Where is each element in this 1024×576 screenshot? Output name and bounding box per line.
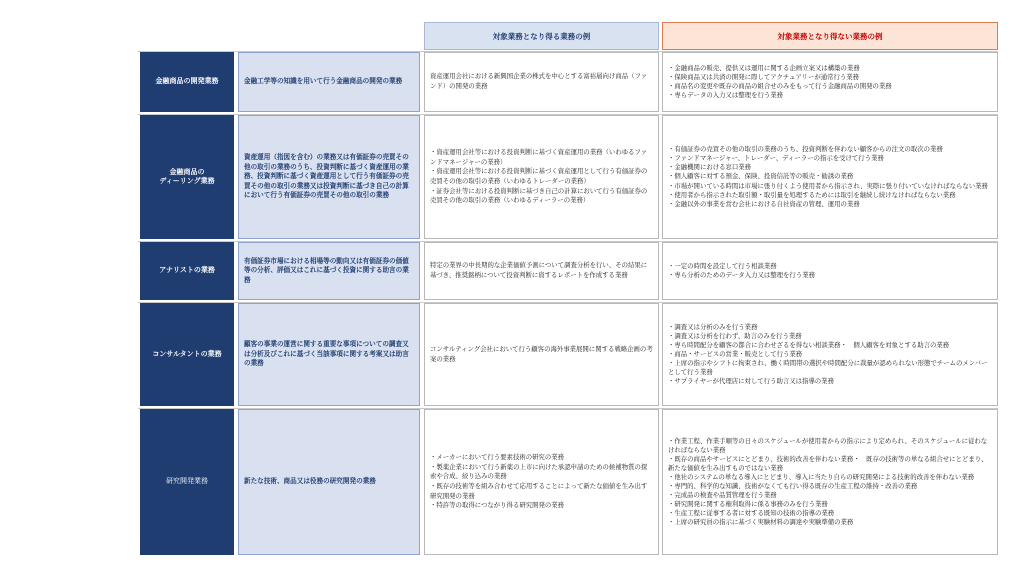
table-row (138, 51, 998, 112)
list-item: ・既存の技術等を組み合わせて応用することによって新たな価値を生み出す研究開発の業務 (430, 482, 648, 500)
list-item: ・商品・サービスの営業・販売として行う業務 (668, 349, 803, 358)
list-item: ・有価証券の売買その他の取引の業務のうち、投資判断を伴わない顧客からの注文の取次の業務 (668, 145, 943, 154)
list-item: ・上席の研究員の指示に基づく実験材料の調達や実験準備の業務 (668, 518, 854, 527)
list-item: ・完成品の検査や品質管理を行う業務 (668, 491, 777, 500)
category-definition: 顧客の事業の運営に関する重要な事項についての調査又は分析及びこれに基づく当該事項に関する考案又は助言の業務 (238, 303, 420, 406)
list-item: ・メーカーにおいて行う要素技術の研究の業務 (430, 453, 565, 462)
table-row (138, 408, 998, 555)
list-item: ・金融商品の販売、提供又は運用に関する企画立案又は構築の業務 (668, 63, 860, 72)
list-item: ・調査又は分析のみを行う業務 (668, 322, 758, 331)
target-examples-cell (424, 52, 659, 112)
list-item: コンサルティング会社において行う顧客の海外事業展開に関する戦略企画の考案の業務 (430, 344, 653, 363)
table-row (138, 302, 998, 406)
list-item: ・一定の時間を設定して行う相談業務 (668, 261, 777, 270)
list-item: ・生産工程に従事する者に対する既知の技術の指導の業務 (668, 509, 835, 518)
list-item: ・専ら分析のためのデータ入力又は整理を行う業務 (668, 271, 815, 279)
list-item: ・他社のシステムの単なる導入にとどまり、導入に当たり自らの研究開発による技術的改善を伴わない業務 (668, 472, 975, 481)
list-item: ・調査又は分析を行わず、助言のみを行う業務 (668, 331, 802, 340)
non-target-examples-cell (662, 303, 998, 406)
category-definition: 金融工学等の知識を用いて行う金融商品の開発の業務 (238, 52, 420, 112)
category-definition: 資産運用（指図を含む）の業務又は有価証券の売買その他の取引の業務のうち、投資判断に基づく資産運用の業務、投資判断に基づく資産運用として行う有価証券の売買その他の取引の業務又は投資判断に基づき自己の計算において行う有価証券の売買その他の取引の業務 (238, 115, 420, 239)
category-name: アナリストの業務 (140, 242, 234, 300)
non-target-examples-cell (662, 115, 998, 239)
non-target-examples-cell (662, 52, 998, 112)
category-name: 金融商品の開発業務 (140, 52, 234, 112)
table-row (138, 241, 998, 300)
category-definition: 新たな技術、商品又は役務の研究開発の業務 (238, 409, 420, 555)
target-examples-cell (424, 409, 659, 555)
list-item: ・サプライヤーが代理店に対して行う助言又は指導の業務 (668, 377, 834, 386)
category-name: 金融商品の ディーリング業務 (140, 115, 234, 239)
list-item: ・研究開発に関する権利取得に係る事務のみを行う業務 (668, 500, 828, 509)
list-item: ・個人顧客に対する預金、保険、投資信託等の販売・勧誘の業務 (668, 172, 854, 181)
list-item: ・証券会社等における投資判断に基づき自己の計算において行う有価証券の売買その他の取引の業務（いわゆるディーラーの業務） (430, 186, 648, 205)
list-item: ・製薬企業において行う新薬の上市に向けた承認申請のための候補物質の探索や合成、絞り込みの業務 (430, 462, 648, 481)
non-target-examples-cell (662, 409, 998, 555)
target-examples-cell (424, 242, 659, 300)
table-row (138, 114, 998, 239)
list-item: ・ファンドマネージャー、トレーダー、ディーラーの指示を受けて行う業務 (668, 154, 884, 163)
list-item: ・専ら時間配分を顧客の都合に合わせざるを得ない相談業務・ 個人顧客を対象とする助言の業務 (668, 340, 950, 349)
list-item: ・金融以外の事業を営む会社における自社資産の管理、運用の業務 (668, 199, 860, 208)
target-examples-cell (424, 303, 659, 406)
list-item: ・作業工程、作業手順等の日々のスケジュールが使用者からの指示により定められ、そのスケジュールに従わなければならない業務 (668, 436, 988, 454)
list-item: ・金融機関における窓口業務 (668, 163, 752, 172)
category-definition: 有価証券市場における相場等の動向又は有価証券の価値等の分析、評価又はこれに基づく投資に関する助言の業務 (238, 242, 420, 300)
list-item: 特定の業界の中長期的な企業価値予測について調査分析を行い、その結果に基づき、推奨銘柄について投資判断に資するレポートを作成する業務 (430, 261, 648, 279)
header-target-examples: 対象業務となり得る業務の例 (424, 22, 659, 50)
list-item: 資産運用会社における新興国企業の株式を中心とする富裕層向け商品（ファンド）の開発の業務 (430, 72, 648, 90)
list-item: ・保険商品又は共済の開発に際してアクチュアリーが通常行う業務 (668, 72, 860, 81)
list-item: ・既存の商品やサービスにとどまり、技術的改善を伴わない業務・ 既存の技術等の単なる組合せにとどまり、新たな価値を生み出すものではない業務 (668, 454, 988, 472)
list-item: ・上席の指示やシフトに拘束され、働く時間帯の選択や時間配分に裁量が認められない形態でチームのメンバーとして行う業務 (668, 359, 988, 377)
list-item: ・商品名の変更や既存の商品の組合せのみをもって行う金融商品の開発の業務 (668, 82, 892, 90)
category-name: コンサルタントの業務 (140, 303, 234, 406)
category-name: 研究開発業務 (140, 409, 234, 555)
list-item: ・特許等の取得につながり得る研究開発の業務 (430, 501, 565, 510)
list-item: ・資産運用会社等における投資判断に基づく資産運用として行う有価証券の売買その他の取引の業務（いわゆるトレーダーの業務） (430, 167, 648, 185)
list-item: ・市場が開いている時間は市場に張り付くよう使用者から指示され、実際に張り付いていなければならない業務 (668, 181, 988, 190)
non-target-examples-cell (662, 242, 998, 300)
header-non-target-examples: 対象業務となり得ない業務の例 (662, 22, 998, 50)
target-examples-cell (424, 115, 659, 239)
list-item: ・専らデータの入力又は整理を行う業務 (668, 91, 784, 100)
list-item: ・使用者から指示された取引額・取引量を処理するためには取引を継続し続けなければならない業務 (668, 190, 956, 199)
list-item: ・資産運用会社等における投資判断に基づく資産運用の業務（いわゆるファンドマネージャーの業務） (430, 148, 648, 166)
list-item: ・専門的、科学的な知識、技術がなくても行い得る既存の生産工程の維持・改善の業務 (668, 482, 918, 490)
